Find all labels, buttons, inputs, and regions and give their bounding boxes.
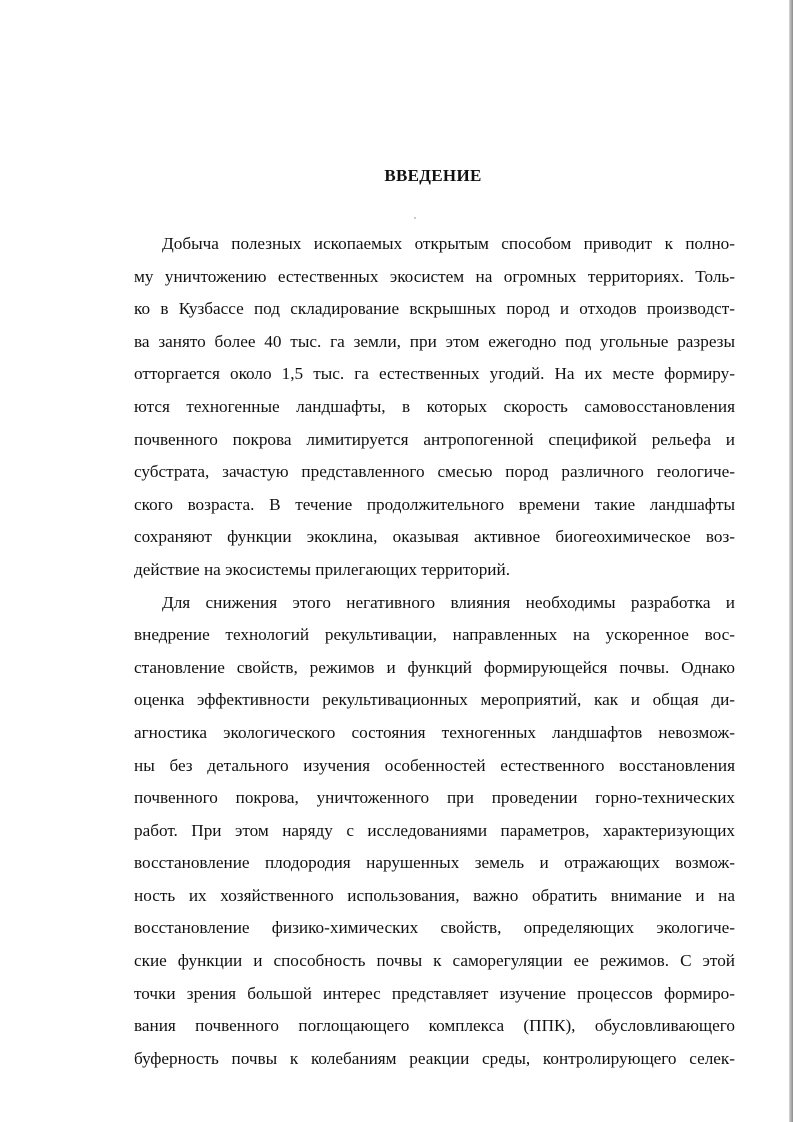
text-line: субстрата, зачастую представленного смесью пород различного геологиче-: [134, 462, 735, 482]
text-line: агностика экологического состояния техногенных ландшафтов невозмож-: [134, 722, 735, 742]
text-line: ность их хозяйственного использования, важно обратить внимание и на: [134, 885, 735, 905]
text-line: ские функции и способность почвы к саморегуляции ее режимов. С этой: [134, 951, 735, 971]
text-line: ва занято более 40 тыс. га земли, при этом ежегодно под угольные разрезы: [134, 331, 735, 351]
text-line: ются техногенные ландшафты, в которых скорость самовосстановления: [134, 396, 735, 416]
text-line: внедрение технологий рекультивации, направленных на ускоренное вос-: [134, 625, 735, 645]
text-line: становление свойств, режимов и функций формирующейся почвы. Однако: [134, 657, 735, 677]
text-line: работ. При этом наряду с исследованиями параметров, характеризующих: [134, 820, 735, 840]
text-line: оценка эффективности рекультивационных мероприятий, как и общая ди-: [134, 690, 735, 710]
text-line: сохраняют функции экоклина, оказывая активное биогеохимическое воз-: [134, 527, 735, 547]
text-line: восстановление физико-химических свойств, определяющих экологиче-: [134, 918, 735, 938]
text-line: ко в Кузбассе под складирование вскрышных пород и отходов производст-: [134, 299, 735, 319]
text-line: Для снижения этого негативного влияния необходимы разработка и: [162, 592, 735, 612]
page-heading: ВВЕДЕНИЕ: [384, 166, 482, 185]
text-line: почвенного покрова, уничтоженного при проведении горно-технических: [134, 788, 735, 808]
text-line: Добыча полезных ископаемых открытым способом приводит к полно-: [162, 234, 735, 253]
text-line: действие на экосистемы прилегающих территорий.: [134, 559, 510, 579]
text-line: буферность почвы к колебаниям реакции среды, контролирующего селек-: [134, 1048, 735, 1068]
text-line: восстановление плодородия нарушенных земель и отражающих возмож-: [134, 853, 735, 873]
text-line: отторгается около 1,5 тыс. га естественных угодий. На их месте формиру-: [134, 364, 735, 384]
text-line: ского возраста. В течение продолжительного времени такие ландшафты: [134, 494, 735, 514]
body-text: [134, 228, 735, 1075]
text-line: почвенного покрова лимитируется антропогенной спецификой рельефа и: [134, 429, 735, 449]
text-line: му уничтожению естественных экосистем на огромных территориях. Толь-: [134, 266, 735, 286]
scan-speck: [414, 217, 416, 219]
text-line: вания почвенного поглощающего комплекса (ППК), обусловливающего: [134, 1016, 735, 1036]
text-line: точки зрения большой интерес представляет изучение процессов формиро-: [134, 983, 735, 1003]
text-line: ны без детального изучения особенностей естественного восстановления: [134, 755, 735, 775]
